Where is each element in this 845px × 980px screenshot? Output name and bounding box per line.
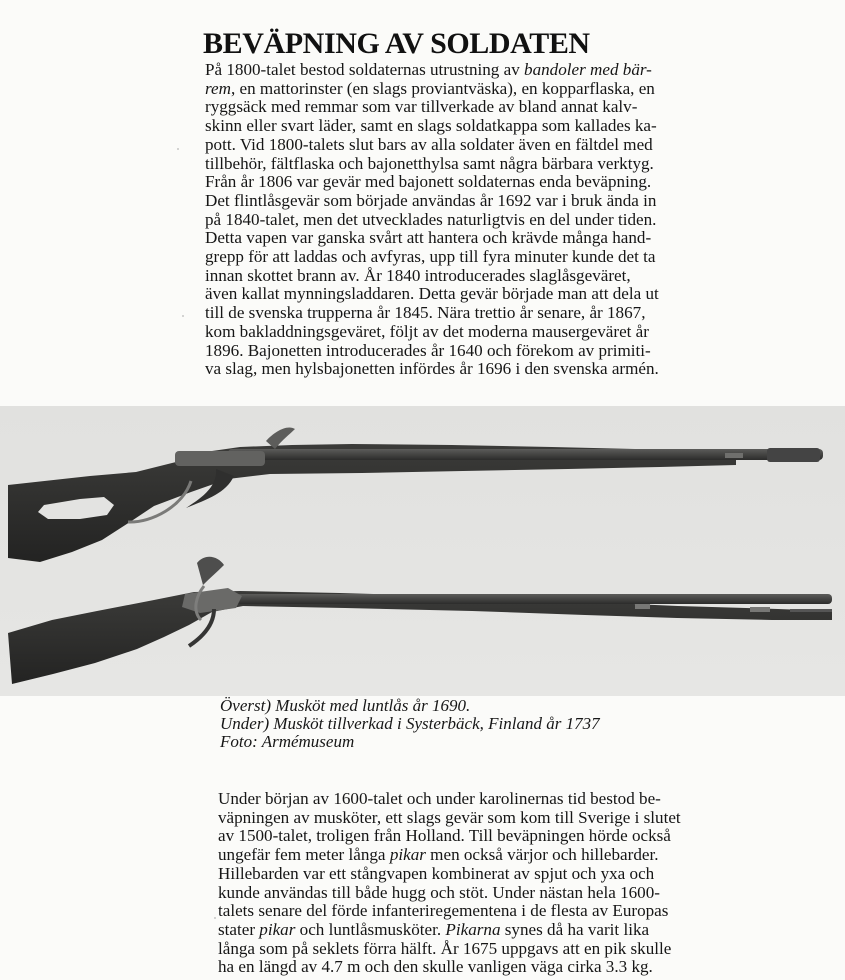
bottom-musket-band-2: [750, 607, 770, 612]
intro-paragraph: [205, 61, 760, 379]
paragraph-1-text-run: Detta vapen var ganska svårt att hantera och krävde många hand-: [205, 228, 652, 248]
paper-speck: [177, 148, 179, 150]
paragraph-1-line-2: [205, 80, 760, 99]
paragraph-2-text-run: och luntlåsmusköter.: [295, 919, 446, 939]
paragraph-1-text-run: grepp för att laddas och avfyras, upp till fyra minuter kunde det ta: [205, 247, 656, 267]
paragraph-2-text-run: väpningen av musköter, ett slags gevär som kom till Sverige i slutet: [218, 807, 681, 827]
paragraph-2-text-run: talets senare del förde infanteriregementena i de flesta av Europas: [218, 901, 669, 921]
paragraph-2-line-1: [218, 790, 763, 809]
paragraph-2-line-2: [218, 809, 763, 828]
caption-line-1: Överst) Musköt med luntlås år 1690.: [220, 696, 471, 715]
paragraph-1-text-run: pott. Vid 1800-talets slut bars av alla soldater även en fältdel med: [205, 134, 653, 154]
paper-speck: [182, 315, 184, 317]
paragraph-1-text-run: Det flintlåsgevär som började användas år 1692 var i bruk ända in: [205, 190, 657, 210]
caption-line-2: Under) Musköt tillverkad i Systerbäck, Finland år 1737: [220, 714, 600, 733]
paragraph-1-text-run: på 1840-talet, men det utvecklades naturligtvis en del under tiden.: [205, 209, 657, 229]
paragraph-2-line-9: [218, 940, 763, 959]
paragraph-2-italic-term: pikar: [259, 919, 296, 939]
top-musket-lock: [175, 451, 265, 466]
paragraph-2-text-run: stater: [218, 919, 260, 939]
paragraph-1-line-9: [205, 211, 760, 230]
paragraph-2-italic-term: Pikarna: [445, 919, 501, 939]
muskets-illustration: [0, 406, 845, 696]
history-paragraph: [218, 790, 763, 977]
page-title: BEVÄPNING AV SOLDATEN: [203, 27, 590, 60]
muskets-photo: [0, 406, 845, 696]
paragraph-2-line-5: [218, 865, 763, 884]
paragraph-1-text-run: 1896. Bajonetten introducerades år 1640 och förekom av primiti-: [205, 340, 651, 360]
paragraph-1-line-14: [205, 304, 760, 323]
paragraph-1-text-run: På 1800-talet bestod soldaternas utrustning av: [205, 60, 525, 79]
bottom-musket-ramrod-end: [790, 609, 832, 612]
paragraph-1-line-15: [205, 323, 760, 342]
paragraph-2-text-run: synes då ha varit lika: [500, 919, 650, 939]
paragraph-2-text-run: av 1500-talet, troligen från Holland. Till beväpningen hörde också: [218, 826, 671, 846]
paragraph-1-line-5: [205, 136, 760, 155]
paragraph-1-line-12: [205, 267, 760, 286]
paragraph-2-italic-term: pikar: [389, 845, 426, 865]
paragraph-1-italic-term: bandoler med bär-: [524, 60, 652, 79]
paragraph-1-text-run: tillbehör, fältflaska och bajonetthylsa samt några bärbara verktyg.: [205, 153, 654, 173]
paragraph-1-text-run: till de svenska trupperna år 1845. Nära trettio år senare, år 1867,: [205, 303, 646, 323]
paragraph-2-line-4: [218, 846, 763, 865]
paragraph-2-text-run: långa som på seklets förra hälft. År 1675 uppgavs att en pik skulle: [218, 938, 672, 958]
bottom-musket-barrel: [236, 594, 832, 604]
paragraph-1-line-17: [205, 360, 760, 379]
bottom-musket-band-1: [635, 604, 650, 609]
paragraph-2-line-7: [218, 902, 763, 921]
paragraph-2-text-run: kunde användas till både hugg och stöt. Under nästan hela 1600-: [218, 882, 660, 902]
paragraph-1-text-run: innan skottet brann av. År 1840 introducerades slaglåsgeväret,: [205, 265, 631, 285]
top-musket-band: [725, 453, 743, 458]
paragraph-2-line-10: [218, 958, 763, 977]
paragraph-2-line-8: [218, 921, 763, 940]
paragraph-1-text-run: ryggsäck med remmar som var tillverkade av bland annat kalv-: [205, 97, 638, 117]
paragraph-2-line-3: [218, 827, 763, 846]
paragraph-2-text-run: Under början av 1600-talet och under karolinernas tid bestod be-: [218, 789, 661, 808]
paragraph-2-text-run: Hillebarden var ett stångvapen kombinerat av spjut och yxa och: [218, 863, 655, 883]
paragraph-1-text-run: även kallat mynningsladdaren. Detta gevär började man att dela ut: [205, 284, 659, 304]
paragraph-1-line-4: [205, 117, 760, 136]
paragraph-2-text-run: men också värjor och hillebarder.: [425, 845, 659, 865]
paper-speck: [214, 917, 216, 919]
paragraph-1-line-3: [205, 98, 760, 117]
paragraph-1-line-11: [205, 248, 760, 267]
photo-caption: [220, 697, 740, 751]
paragraph-2-text-run: ungefär fem meter långa: [218, 845, 390, 865]
paragraph-2-line-6: [218, 884, 763, 903]
paragraph-1-line-10: [205, 229, 760, 248]
paragraph-1-line-16: [205, 342, 760, 361]
paragraph-1-line-7: [205, 173, 760, 192]
paragraph-1-text-run: skinn eller svart läder, samt en slags soldatkappa som kallades ka-: [205, 116, 657, 136]
paragraph-1-line-8: [205, 192, 760, 211]
paragraph-1-line-6: [205, 155, 760, 174]
paragraph-1-italic-term: rem: [205, 78, 231, 98]
paragraph-1-text-run: kom bakladdningsgeväret, följt av det moderna mausergeväret år: [205, 321, 649, 341]
paragraph-1-text-run: va slag, men hylsbajonetten infördes år 1696 i den svenska armén.: [205, 359, 659, 379]
paragraph-1-text-run: Från år 1806 var gevär med bajonett soldaternas enda beväpning.: [205, 172, 652, 192]
paragraph-1-text-run: , en mattorinster (en slags proviantväska), en kopparflaska, en: [230, 78, 655, 98]
paragraph-1-line-13: [205, 285, 760, 304]
top-musket-muzzle: [767, 448, 820, 462]
paragraph-2-text-run: ha en längd av 4.7 m och den skulle vanligen väga cirka 3.3 kg.: [218, 957, 653, 977]
paragraph-1-line-1: [205, 61, 760, 80]
caption-line-3: Foto: Armémuseum: [220, 732, 355, 751]
